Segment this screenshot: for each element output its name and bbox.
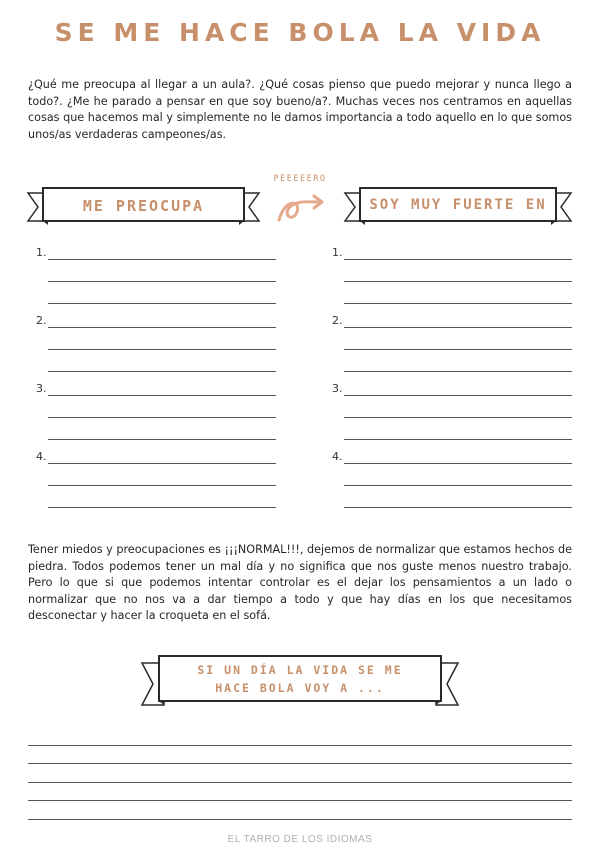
answer-line[interactable] bbox=[344, 327, 572, 328]
answer-line[interactable] bbox=[344, 463, 572, 464]
answer-line[interactable] bbox=[28, 746, 572, 765]
banner-label: SOY MUY FUERTE EN bbox=[369, 197, 547, 213]
answer-line[interactable] bbox=[344, 371, 572, 372]
item-number: 2. bbox=[36, 314, 47, 327]
intro-paragraph: ¿Qué me preocupa al llegar a un aula?. ¿Qué cosas pienso que puedo mejorar y nunca llego a todo?. ¿Me he parado a pensar en que soy bueno/a?. Muchas veces nos centramos en aquellas cosas que hacemos mal y simplemente no le damos importancia a todo aquello en lo que somos unos/as verdaderas campeones/as. bbox=[28, 78, 572, 141]
list-item bbox=[332, 450, 572, 518]
fuerte-answer-list bbox=[332, 246, 572, 518]
list-item bbox=[36, 450, 276, 518]
list-item bbox=[36, 382, 276, 450]
list-item bbox=[332, 382, 572, 450]
answer-line[interactable] bbox=[344, 507, 572, 508]
item-number: 3. bbox=[36, 382, 47, 395]
preocupa-answer-list bbox=[36, 246, 276, 518]
list-item bbox=[36, 314, 276, 382]
vida-bola-banner bbox=[140, 653, 460, 709]
item-number: 1. bbox=[332, 246, 343, 259]
answer-line[interactable] bbox=[48, 485, 276, 486]
answer-line[interactable] bbox=[28, 727, 572, 746]
bottom-answer-lines bbox=[28, 727, 572, 820]
answer-line[interactable] bbox=[344, 395, 572, 396]
item-number: 1. bbox=[36, 246, 47, 259]
item-number: 2. bbox=[332, 314, 343, 327]
answer-line[interactable] bbox=[48, 371, 276, 372]
answer-line[interactable] bbox=[28, 764, 572, 783]
item-number: 4. bbox=[332, 450, 343, 463]
answer-line[interactable] bbox=[28, 801, 572, 820]
answer-line[interactable] bbox=[48, 303, 276, 304]
answer-line[interactable] bbox=[48, 259, 276, 260]
answer-line[interactable] bbox=[344, 485, 572, 486]
answer-line[interactable] bbox=[48, 417, 276, 418]
answer-line[interactable] bbox=[48, 349, 276, 350]
list-item bbox=[36, 246, 276, 314]
answer-line[interactable] bbox=[48, 281, 276, 282]
answer-line[interactable] bbox=[48, 395, 276, 396]
answer-line[interactable] bbox=[48, 463, 276, 464]
answer-line[interactable] bbox=[48, 439, 276, 440]
banner-label: ME PREOCUPA bbox=[82, 197, 205, 215]
answer-line[interactable] bbox=[344, 439, 572, 440]
item-number: 3. bbox=[332, 382, 343, 395]
item-number: 4. bbox=[36, 450, 47, 463]
answer-line[interactable] bbox=[344, 259, 572, 260]
answer-line[interactable] bbox=[28, 783, 572, 802]
footer-brand: EL TARRO DE LOS IDIOMAS bbox=[227, 834, 373, 845]
curly-arrow-icon bbox=[275, 190, 327, 226]
answer-line[interactable] bbox=[344, 281, 572, 282]
soy-muy-fuerte-banner bbox=[343, 185, 573, 225]
answer-line[interactable] bbox=[344, 303, 572, 304]
worksheet-title: SE ME HACE BOLA LA VIDA bbox=[54, 18, 546, 47]
answer-line[interactable] bbox=[48, 507, 276, 508]
me-preocupa-banner bbox=[26, 185, 261, 225]
answer-line[interactable] bbox=[344, 417, 572, 418]
middle-paragraph: Tener miedos y preocupaciones es ¡¡¡NORMAL!!!, dejemos de normalizar que estamos hechos de piedra. Todos podemos tener un mal día y no significa que nos guste menos nuestro trabajo. Pero lo que si que podemos intentar controlar es el dejar los pensamientos a un lado o normalizar que no nos va a dar tiempo a todo y que hay días en los que necesitamos desconectar y hacer la croqueta en el sofá. bbox=[28, 543, 572, 623]
banner-label-line1: SI UN DÍA LA VIDA SE ME bbox=[197, 663, 403, 677]
connector-label: PEEEEERO bbox=[273, 174, 327, 184]
answer-line[interactable] bbox=[344, 349, 572, 350]
list-item bbox=[332, 246, 572, 314]
answer-line[interactable] bbox=[48, 327, 276, 328]
banner-label-line2: HACE BOLA VOY A ... bbox=[215, 681, 385, 695]
list-item bbox=[332, 314, 572, 382]
